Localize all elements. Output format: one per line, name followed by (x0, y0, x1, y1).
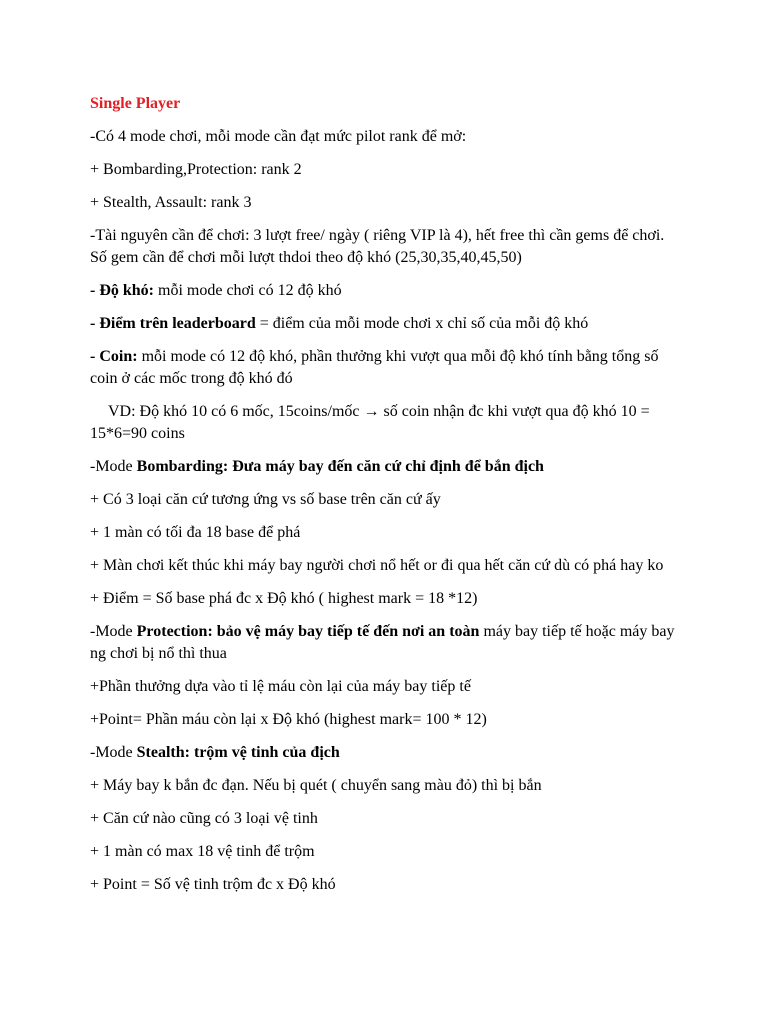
difficulty-text: mỗi mode chơi có 12 độ khó (154, 282, 342, 299)
section-title: Single Player (90, 95, 181, 112)
mode-protection-text: máy bay tiếp tế hoặc máy bay ng chơi bị nổ thì thua (90, 623, 675, 662)
paragraph-bombarding-end: + Màn chơi kết thúc khi máy bay người chơi nổ hết or đi qua hết căn cứ dù có phá hay ko (90, 557, 664, 574)
mode-prefix: -Mode (90, 458, 137, 475)
paragraph-stealth-rule: + Máy bay k bắn đc đạn. Nếu bị quét ( chuyển sang màu đỏ) thì bị bắn (90, 777, 542, 794)
mode-prefix: -Mode (90, 744, 137, 761)
coin-label: - Coin: (90, 348, 138, 365)
leaderboard-text: = điểm của mỗi mode chơi x chỉ số của mỗi độ khó (255, 315, 589, 332)
paragraph-mode-bombarding (90, 456, 675, 478)
paragraph-protection-point: +Point= Phần máu còn lại x Độ khó (highest mark= 100 * 12) (90, 711, 487, 728)
example-text-b: số coin nhận đc khi vượt qua độ khó 10 = 15*6=90 coins (90, 403, 650, 442)
paragraph-difficulty (90, 280, 675, 302)
mode-bombarding-heading: Bombarding: Đưa máy bay đến căn cứ chỉ định để bắn địch (136, 458, 544, 475)
mode-protection-heading: Protection: bảo vệ máy bay tiếp tế đến nơi an toàn (136, 623, 480, 640)
paragraph-leaderboard (90, 313, 675, 335)
paragraph-rank-2: + Bombarding,Protection: rank 2 (90, 161, 302, 178)
example-text-a: VD: Độ khó 10 có 6 mốc, 15coins/mốc (108, 403, 364, 420)
right-arrow-icon: → (363, 403, 380, 420)
paragraph-modes-intro: -Có 4 mode chơi, mỗi mode cần đạt mức pilot rank để mở: (90, 128, 467, 145)
mode-prefix: -Mode (90, 623, 137, 640)
paragraph-bombarding-max: + 1 màn có tối đa 18 base để phá (90, 524, 301, 541)
mode-stealth-heading: Stealth: trộm vệ tinh của địch (136, 744, 340, 761)
paragraph-protection-reward: +Phần thưởng dựa vào tỉ lệ máu còn lại của máy bay tiếp tế (90, 678, 471, 695)
paragraph-coin (90, 346, 675, 390)
difficulty-label: - Độ khó: (90, 282, 155, 299)
paragraph-bombarding-score: + Điểm = Số base phá đc x Độ khó ( highest mark = 18 *12) (90, 590, 478, 607)
paragraph-rank-3: + Stealth, Assault: rank 3 (90, 194, 252, 211)
paragraph-stealth-satellites: + Căn cứ nào cũng có 3 loại vệ tinh (90, 810, 318, 827)
paragraph-resources: -Tài nguyên cần để chơi: 3 lượt free/ ngày ( riêng VIP là 4), hết free thì cần gems để chơi. Số gem cần để chơi mỗi lượt thdoi theo độ khó (25,30,35,40,45,50) (90, 227, 665, 266)
paragraph-mode-protection (90, 621, 675, 665)
paragraph-bombarding-bases: + Có 3 loại căn cứ tương ứng vs số base trên căn cứ ấy (90, 491, 441, 508)
coin-text: mỗi mode có 12 độ khó, phần thưởng khi vượt qua mỗi độ khó tính bằng tổng số coin ở các mốc trong độ khó đó (90, 348, 659, 387)
paragraph-mode-stealth (90, 742, 675, 764)
paragraph-stealth-point: + Point = Số vệ tinh trộm đc x Độ khó (90, 876, 336, 893)
paragraph-stealth-max: + 1 màn có max 18 vệ tinh để trộm (90, 843, 315, 860)
document-body (90, 93, 675, 907)
paragraph-example (90, 401, 675, 445)
leaderboard-label: - Điểm trên leaderboard (90, 315, 256, 332)
